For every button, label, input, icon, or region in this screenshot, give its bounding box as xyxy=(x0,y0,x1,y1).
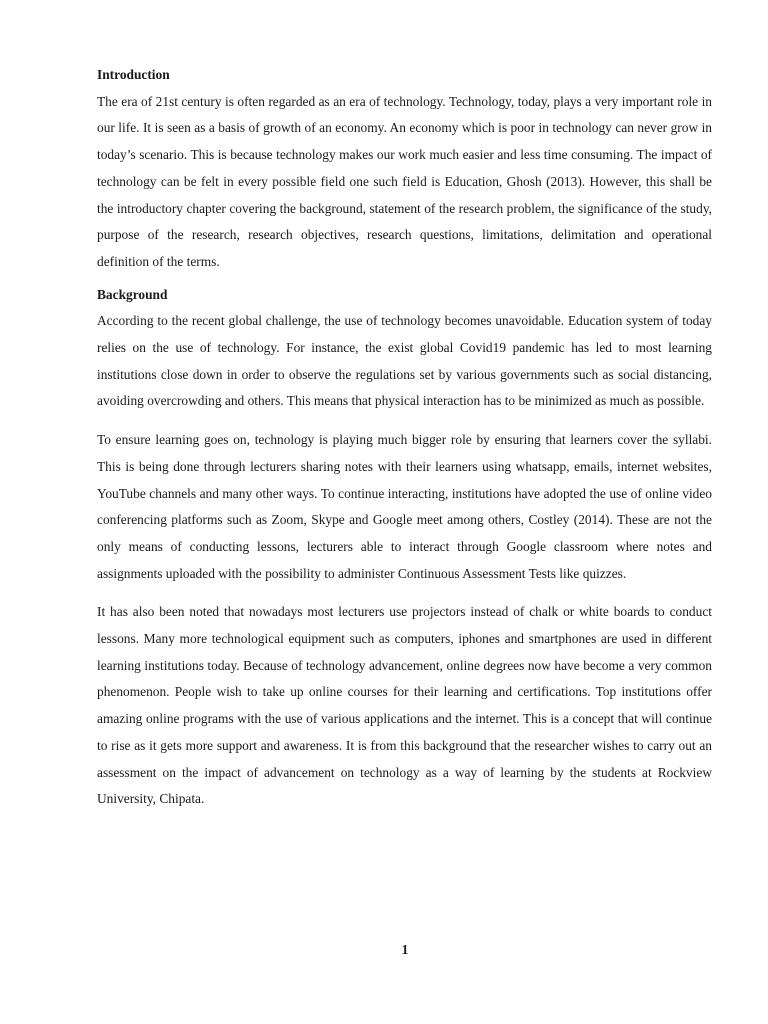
paragraph-spacer xyxy=(97,415,712,427)
paragraph-spacer xyxy=(97,587,712,599)
background-paragraph-1: According to the recent global challenge, the use of technology becomes unavoidable. Education system of today relies on the use of technology. For instance, the exist global Covid19 pandemic has led to most learning institutions close down in order to observe the regulations set by various governments such as social distancing, avoiding overcrowding and others. This means that physical interaction has to be minimized as much as possible. xyxy=(97,313,712,409)
introduction-paragraph: The era of 21st century is often regarded as an era of technology. Technology, today, plays a very important role in our life. It is seen as a basis of growth of an economy. An economy which is poor in technology can never grow in today’s scenario. This is because technology makes our work much easier and less time consuming. The impact of technology can be felt in every possible field one such field is Education, Ghosh (2013). However, this shall be the introductory chapter covering the background, statement of the research problem, the significance of the study, purpose of the research, research objectives, research questions, limitations, delimitation and operational definition of the terms. xyxy=(97,93,712,269)
document-page xyxy=(97,62,712,813)
background-paragraph-3: It has also been noted that nowadays most lecturers use projectors instead of chalk or white boards to conduct lessons. Many more technological equipment such as computers, iphones and smartphones are used in different learning institutions today. Because of technology advancement, online degrees now have become a very common phenomenon. People wish to take up online courses for their learning and certifications. Top institutions offer amazing online programs with the use of various applications and the internet. This is a concept that will continue to rise as it gets more support and awareness. It is from this background that the researcher wishes to carry out an assessment on the impact of advancement on technology as a way of learning by the students at Rockview University, Chipata. xyxy=(97,604,712,807)
page-number: 1 xyxy=(401,942,409,957)
background-paragraph-2: To ensure learning goes on, technology is playing much bigger role by ensuring that learners cover the syllabi. This is being done through lecturers sharing notes with their learners using whatsapp, emails, internet websites, YouTube channels and many other ways. To continue interacting, institutions have adopted the use of online video conferencing platforms such as Zoom, Skype and Google meet among others, Costley (2014). These are not the only means of conducting lessons, lecturers able to interact through Google classroom where notes and assignments uploaded with the possibility to administer Continuous Assessment Tests like quizzes. xyxy=(97,432,712,581)
section-heading-introduction: Introduction xyxy=(97,67,170,82)
section-heading-background: Background xyxy=(97,286,168,302)
